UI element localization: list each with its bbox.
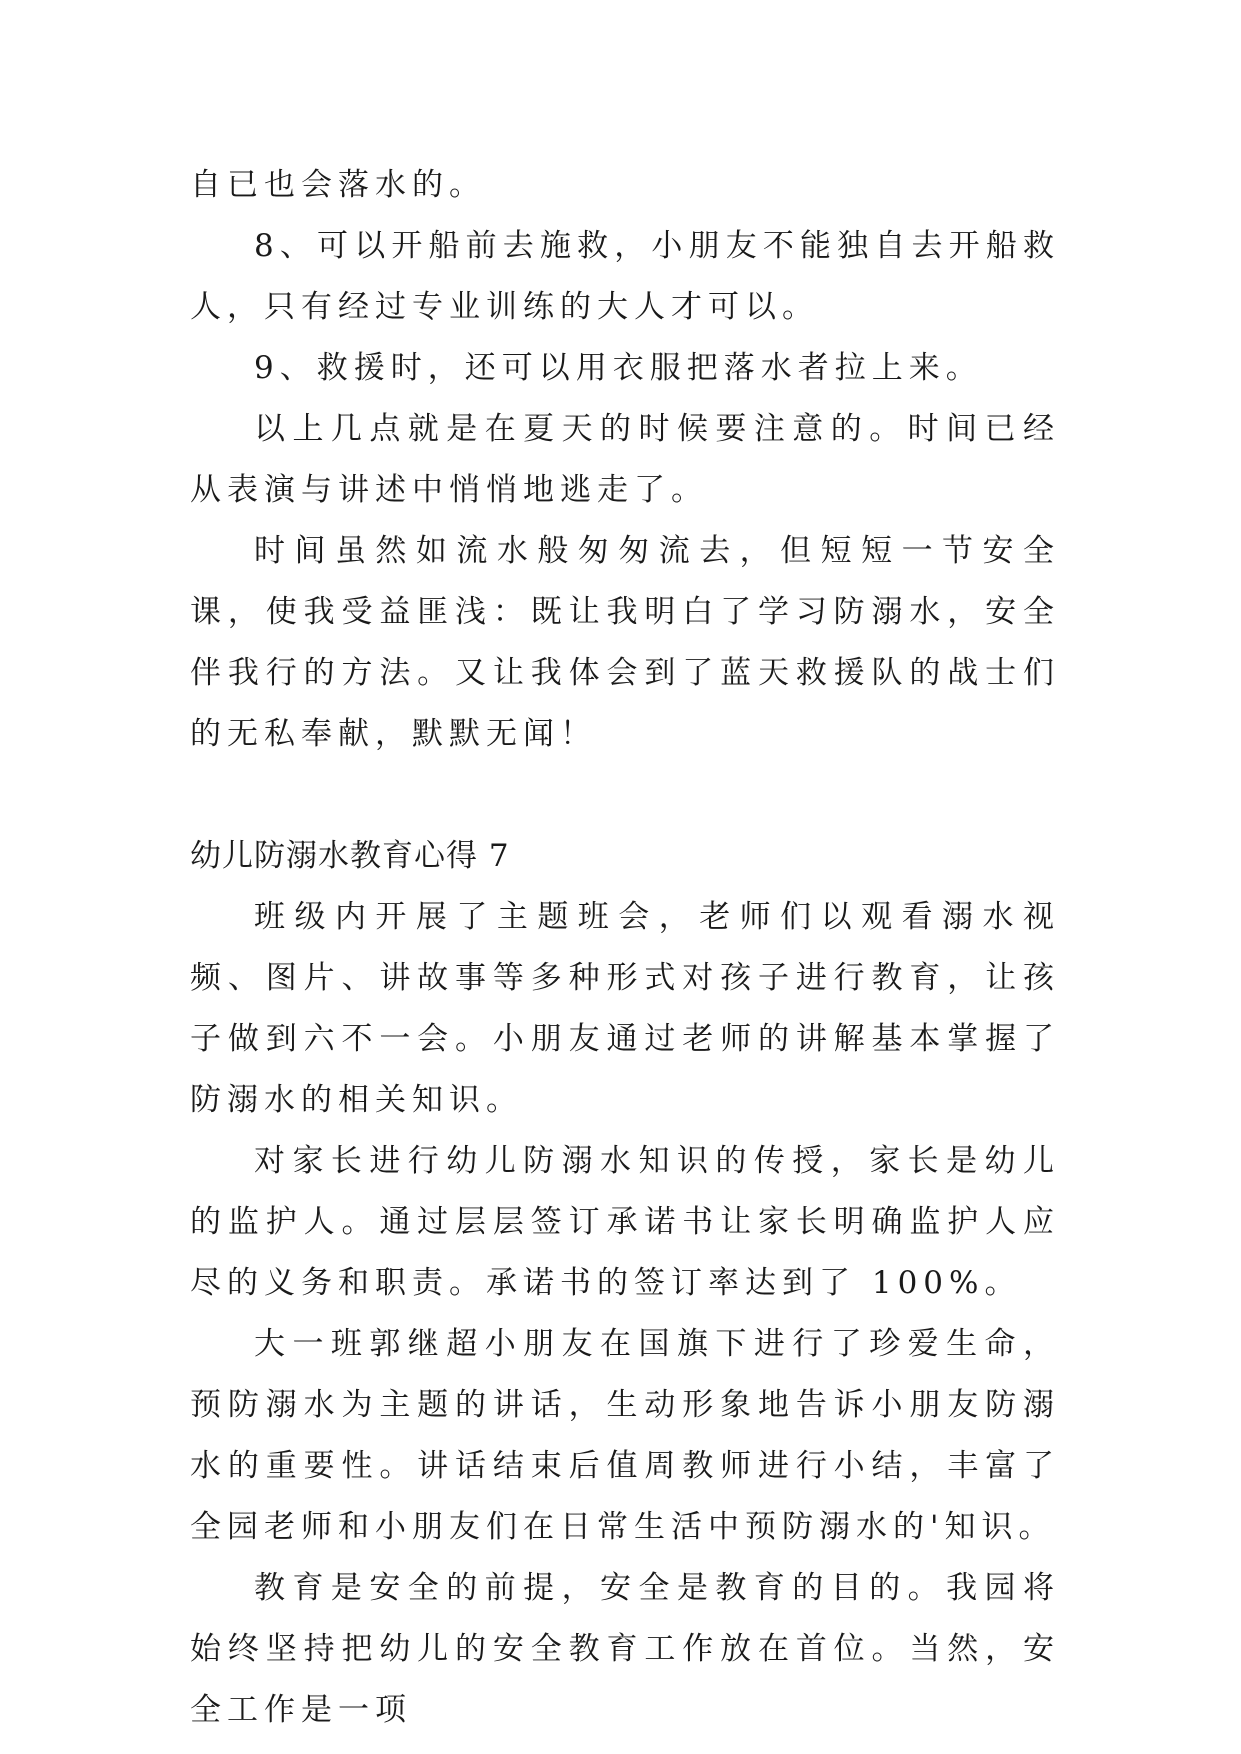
paragraph-class-meeting: 班级内开展了主题班会，老师们以观看溺水视频、图片、讲故事等多种形式对孩子进行教育，让孩子做到六不一会。小朋友通过老师的讲解基本掌握了防溺水的相关知识。 — [190, 899, 1060, 1118]
paragraph-item-9: 9、救援时，还可以用衣服把落水者拉上来。 — [254, 350, 983, 386]
paragraph-flag-speech: 大一班郭继超小朋友在国旗下进行了珍爱生命，预防溺水为主题的讲话，生动形象地告诉小朋友防溺水的重要性。讲话结束后值周教师进行小结，丰富了全园老师和小朋友们在日常生活中预防溺水的'知识。 — [190, 1326, 1060, 1545]
paragraph-education-goal: 教育是安全的前提，安全是教育的目的。我园将始终坚持把幼儿的安全教育工作放在首位。当然，安全工作是一项 — [190, 1570, 1060, 1728]
paragraph-reflection: 时间虽然如流水般匆匆流去，但短短一节安全课，使我受益匪浅：既让我明白了学习防溺水，安全伴我行的方法。又让我体会到了蓝天救援队的战士们的无私奉献，默默无闻！ — [190, 533, 1060, 752]
section-heading: 幼儿防溺水教育心得 7 — [190, 838, 510, 874]
paragraph-summary: 以上几点就是在夏天的时候要注意的。时间已经从表演与讲述中悄悄地逃走了。 — [190, 411, 1060, 508]
document-page — [190, 155, 1060, 1741]
paragraph-item-8: 8、可以开船前去施救，小朋友不能独自去开船救人，只有经过专业训练的大人才可以。 — [190, 228, 1060, 325]
paragraph-continuation: 自已也会落水的。 — [190, 167, 486, 203]
paragraph-parents: 对家长进行幼儿防溺水知识的传授，家长是幼儿的监护人。通过层层签订承诺书让家长明确监护人应尽的义务和职责。承诺书的签订率达到了 100%。 — [190, 1143, 1060, 1301]
